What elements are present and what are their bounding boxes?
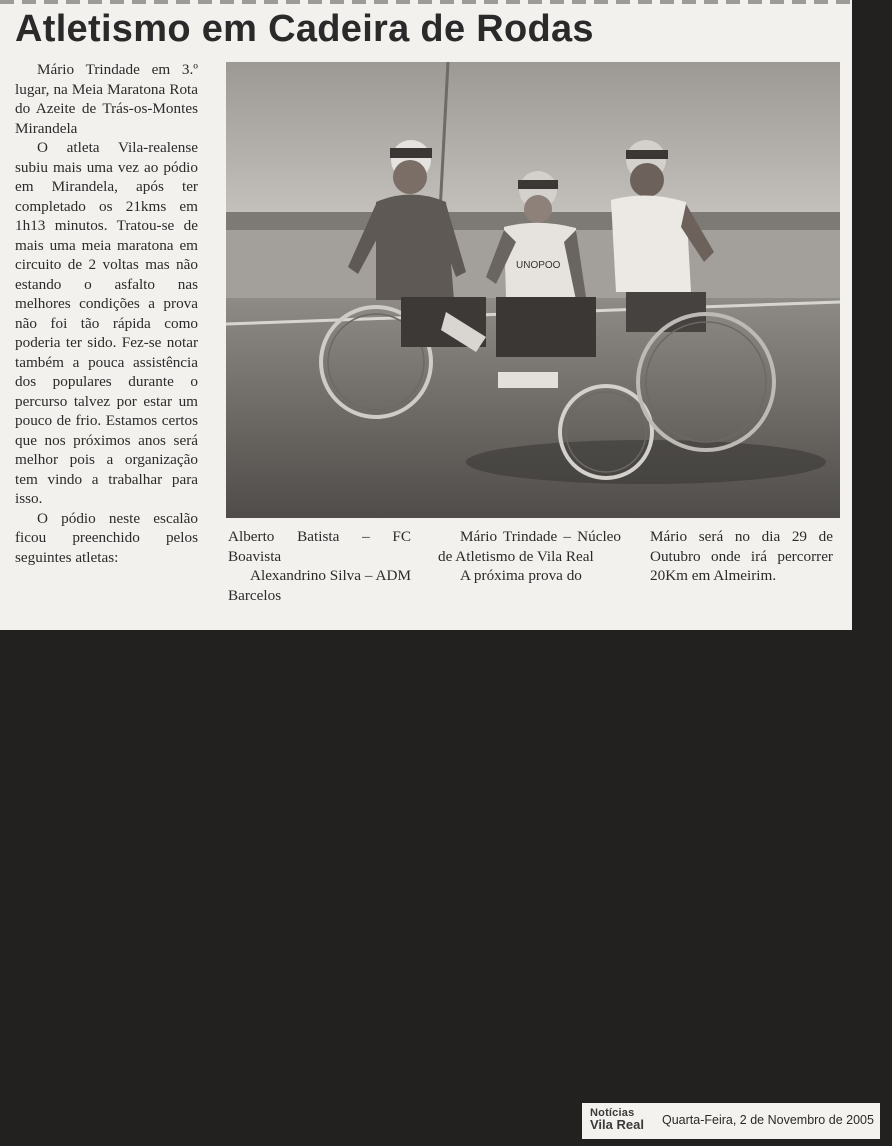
article-column-left bbox=[15, 60, 198, 567]
article-column-b2 bbox=[438, 527, 621, 586]
article-photo bbox=[226, 62, 840, 518]
top-rule bbox=[0, 0, 852, 4]
podium-entry: Mário Trindade – Núcleo de Atletismo de Vila Real bbox=[438, 528, 621, 565]
article-bottom-columns bbox=[228, 527, 834, 607]
podium-entry: Alberto Batista – FC Boavista bbox=[228, 528, 411, 565]
publication-date: Quarta-Feira, 2 de Novembro de 2005 bbox=[662, 1113, 874, 1127]
article-paragraph: Mário será no dia 29 de Outubro onde irá percorrer 20Km em Almeirim. bbox=[650, 528, 833, 584]
footer-tag bbox=[582, 1103, 880, 1139]
logo-line-2: Vila Real bbox=[590, 1117, 644, 1132]
headline: Atletismo em Cadeira de Rodas bbox=[15, 8, 594, 50]
article-column-b3 bbox=[650, 527, 833, 586]
article-paragraph: A próxima prova do bbox=[460, 567, 582, 584]
jersey-text: UNOPOO bbox=[516, 260, 561, 271]
logo-line-1: Notícias bbox=[590, 1107, 635, 1119]
wheelchair-athletes-photo bbox=[226, 62, 840, 518]
podium-entry: Alexandrino Silva – ADM Barcelos bbox=[228, 567, 411, 604]
newspaper-logo bbox=[590, 1107, 650, 1135]
article-paragraph: O pódio neste escalão ficou preenchido pelos seguintes atletas: bbox=[15, 509, 198, 566]
article-column-b1 bbox=[228, 527, 411, 605]
article-lead: Mário Trindade em 3.º lugar, na Meia Maratona Rota do Azeite de Trás-os-Montes Mirandela bbox=[15, 61, 198, 137]
article-paragraph: O atleta Vila-realense subiu mais uma vez ao pódio em Mirandela, após ter completado os 21kms em 1h13 minutos. Tratou-se de mais uma meia maratona em circuito de 2 voltas mas não estando o asfalto nas melhores condições a prova não foi tão rápida como poderia ter sido. Fez-se notar também a pouca assistência dos populares durante o percurso talvez por estar um pouco de frio. Estamos certos que nos próximos anos será melhor pois a organização tem vindo a trabalhar para isso. bbox=[15, 139, 198, 507]
